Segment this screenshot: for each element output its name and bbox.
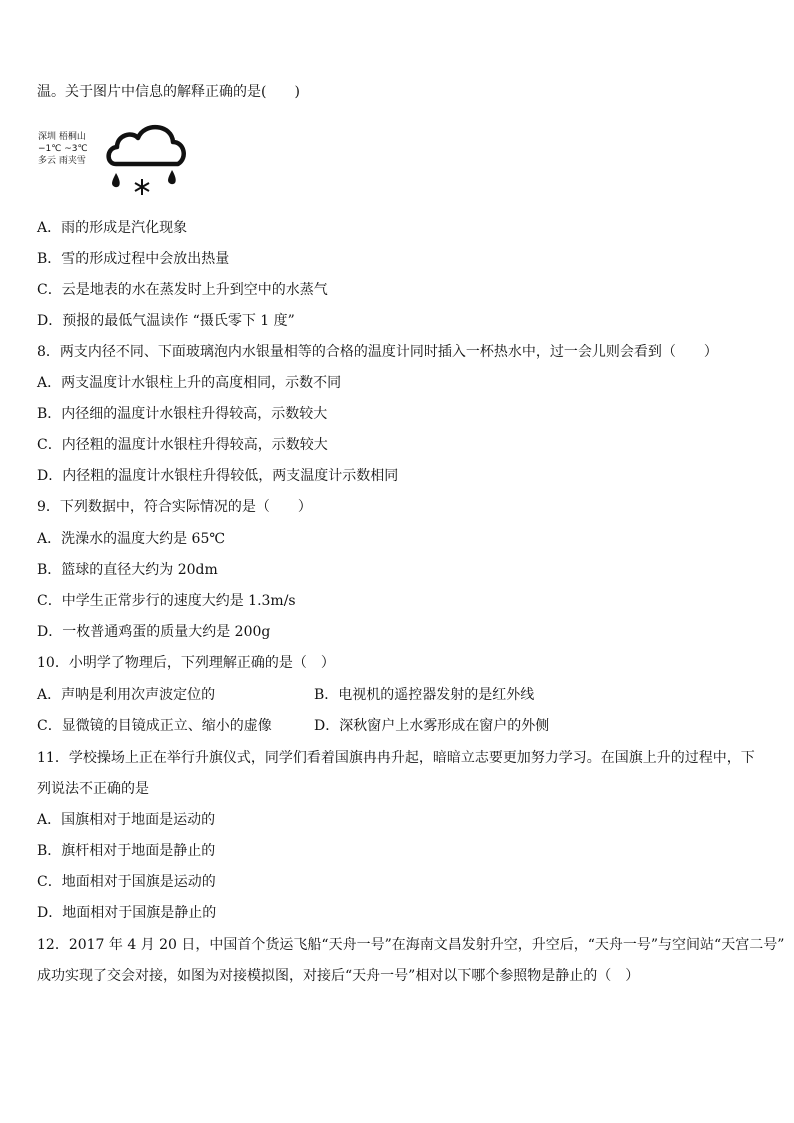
q8-option-a: A．两支温度计水银柱上升的高度相同，示数不同 bbox=[37, 375, 342, 391]
sleet-cloud-icon bbox=[102, 118, 190, 200]
q9-option-c: C．中学生正常步行的速度大约是 1.3m/s bbox=[37, 593, 296, 609]
q11-stem-line1: 11．学校操场上正在举行升旗仪式，同学们看着国旗冉冉升起，暗暗立志要更加努力学习。在国旗上升的过程中，下 bbox=[37, 750, 755, 766]
forecast-location: 深圳 梧桐山 bbox=[38, 132, 86, 142]
q12-stem-line2: 成功实现了交会对接，如图为对接模拟图，对接后“天舟一号”相对以下哪个参照物是静止的（ ） bbox=[37, 968, 640, 984]
q9-stem: 9．下列数据中，符合实际情况的是（ ） bbox=[37, 499, 312, 515]
q7-option-b: B．雪的形成过程中会放出热量 bbox=[37, 251, 230, 267]
q8-stem: 8．两支内径不同、下面玻璃泡内水银量相等的合格的温度计同时插入一杯热水中，过一会儿则会看到（ ） bbox=[37, 344, 718, 360]
q8-option-c: C．内径粗的温度计水银柱升得较高，示数较大 bbox=[37, 437, 328, 453]
q9-option-a: A．洗澡水的温度大约是 65℃ bbox=[37, 531, 226, 547]
q11-option-c: C．地面相对于国旗是运动的 bbox=[37, 874, 216, 890]
q11-stem-line2: 列说法不正确的是 bbox=[37, 781, 149, 797]
q11-option-b: B．旗杆相对于地面是静止的 bbox=[37, 843, 216, 859]
q12-stem-line1: 12．2017 年 4 月 20 日，中国首个货运飞船“天舟一号”在海南文昌发射升空，升空后，“天舟一号”与空间站“天宫二号” bbox=[37, 937, 785, 953]
q9-option-d: D．一枚普通鸡蛋的质量大约是 200g bbox=[37, 624, 271, 640]
weather-forecast-figure bbox=[38, 118, 188, 200]
q10-option-c: C．显微镜的目镜成正立、缩小的虚像 bbox=[37, 718, 272, 734]
q11-option-d: D．地面相对于国旗是静止的 bbox=[37, 905, 217, 921]
q7-option-a: A．雨的形成是汽化现象 bbox=[37, 220, 188, 236]
q10-stem: 10．小明学了物理后，下列理解正确的是（ ） bbox=[37, 655, 335, 671]
q7-option-d: D．预报的最低气温读作 “摄氏零下 1 度” bbox=[37, 313, 295, 329]
q10-option-b: B．电视机的遥控器发射的是红外线 bbox=[314, 687, 535, 703]
q7-option-c: C．云是地表的水在蒸发时上升到空中的水蒸气 bbox=[37, 282, 328, 298]
q10-option-d: D．深秋窗户上水雾形成在窗户的外侧 bbox=[314, 718, 550, 734]
q8-option-d: D．内径粗的温度计水银柱升得较低，两支温度计示数相同 bbox=[37, 468, 399, 484]
forecast-weather: 多云 雨夹雪 bbox=[38, 156, 86, 166]
snowflake-icon bbox=[135, 179, 149, 195]
forecast-temperature: −1℃ ~3℃ bbox=[38, 144, 88, 154]
raindrop-left-icon bbox=[112, 173, 120, 187]
q10-option-a: A．声呐是利用次声波定位的 bbox=[37, 687, 216, 703]
q7-continuation: 温。关于图片中信息的解释正确的是( ) bbox=[37, 84, 300, 100]
q8-option-b: B．内径细的温度计水银柱升得较高，示数较大 bbox=[37, 406, 328, 422]
q9-option-b: B．篮球的直径大约为 20dm bbox=[37, 562, 218, 578]
q11-option-a: A．国旗相对于地面是运动的 bbox=[37, 812, 216, 828]
raindrop-right-icon bbox=[168, 170, 176, 184]
